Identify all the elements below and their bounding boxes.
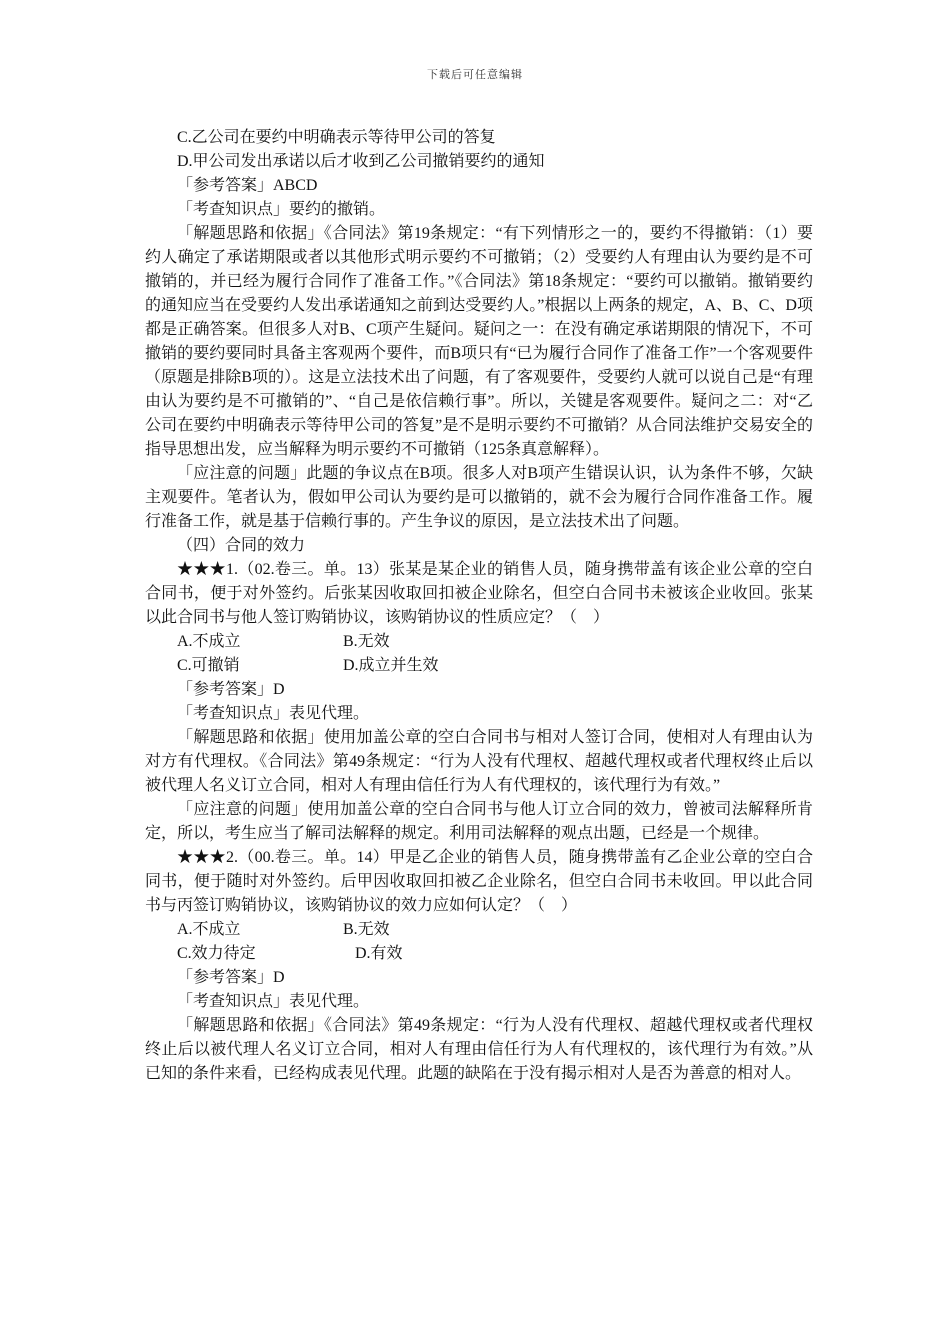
option-c-line: C.乙公司在要约中明确表示等待甲公司的答复 [177,129,496,146]
attention-notes: 「应注意的问题」此题的争议点在B项。很多人对B项产生错误认识，认为条件不够，欠缺主观要件。笔者认为，假如甲公司认为要约是可以撤销的，就不会为履行合同作准备工作。履行准备工作，就是基于信赖行事的。产生争议的原因，是立法技术出了问题。 [145,465,813,530]
option-a: A.不成立 [177,633,241,650]
options-row [145,918,813,942]
option-a: A.不成立 [177,921,241,938]
option-d: D.成立并生效 [343,657,439,674]
question-2: ★★★2.（00.卷三。单。14）甲是乙企业的销售人员，随身携带盖有乙企业公章的空白合同书，便于随时对外签约。后甲因收取回扣被乙企业除名，但空白合同书未收回。甲以此合同书与丙签订购销协议，该购销协议的效力应如何认定？（ ） [145,849,813,914]
document-body [145,126,813,1086]
attention-notes: 「应注意的问题」使用加盖公章的空白合同书与他人订立合同的效力，曾被司法解释所肯定，所以，考生应当了解司法解释的规定。利用司法解释的观点出题，已经是一个规律。 [145,801,813,842]
solution-reasoning: 「解题思路和依据」《合同法》第19条规定：“有下列情形之一的，要约不得撤销：（1）要约人确定了承诺期限或者以其他形式明示要约不可撤销；（2）受要约人有理由认为要约是不可撤销的，并已经为履行合同作了准备工作。”《合同法》第18条规定：“要约可以撤销。撤销要约的通知应当在受要约人发出承诺通知之前到达受要约人。”根据以上两条的规定，A、B、C、D项都是正确答案。但很多人对B、C项产生疑问。疑问之一：在没有确定承诺期限的情况下，不可撤销的要约要同时具备主客观两个要件，而B项只有“已为履行合同作了准备工作”一个客观要件（原题是排除B项的）。这是立法技术出了问题，有了客观要件，受要约人就可以说自己是“有理由认为要约是不可撤销的”、“自己是依信赖行事”。所以，关键是客观要件。疑问之二：对“乙公司在要约中明确表示等待甲公司的答复”是不是明示要约不可撤销？从合同法维护交易安全的指导思想出发，应当解释为明示要约不可撤销（125条真意解释）。 [145,225,813,458]
solution-reasoning: 「解题思路和依据」使用加盖公章的空白合同书与相对人签订合同，使相对人有理由认为对方有代理权。《合同法》第49条规定：“行为人没有代理权、超越代理权或者代理权终止后以被代理人名义订立合同，相对人有理由信任行为人有代理权的，该代理行为有效。” [145,729,813,794]
option-b: B.无效 [343,921,390,938]
page-header: 下载后可任意编辑 [427,69,523,81]
reference-answer: 「参考答案」D [177,681,285,698]
reference-answer: 「参考答案」ABCD [177,177,318,194]
options-row [145,630,813,654]
options-row [145,654,813,678]
options-row [145,942,813,966]
option-c: C.效力待定 [177,945,256,962]
solution-reasoning: 「解题思路和依据」《合同法》第49条规定：“行为人没有代理权、超越代理权或者代理权终止后以被代理人名义订立合同，相对人有理由信任行为人有代理权的，该代理行为有效。”从已知的条件来看，已经构成表见代理。此题的缺陷在于没有揭示相对人是否为善意的相对人。 [145,1017,813,1082]
knowledge-point: 「考查知识点」表见代理。 [177,705,370,722]
option-d: D.有效 [355,945,403,962]
question-1: ★★★1.（02.卷三。单。13）张某是某企业的销售人员，随身携带盖有该企业公章的空白合同书，便于对外签约。后张某因收取回扣被企业除名，但空白合同书未被该企业收回。张某以此合同书与他人签订购销协议，该购销协议的性质应定？（ ） [145,561,813,626]
knowledge-point: 「考查知识点」要约的撤销。 [177,201,386,218]
option-d-line: D.甲公司发出承诺以后才收到乙公司撤销要约的通知 [177,153,545,170]
knowledge-point: 「考查知识点」表见代理。 [177,993,370,1010]
option-b: B.无效 [343,633,390,650]
reference-answer: 「参考答案」D [177,969,285,986]
option-c: C.可撤销 [177,657,240,674]
section-heading: （四）合同的效力 [177,537,306,554]
